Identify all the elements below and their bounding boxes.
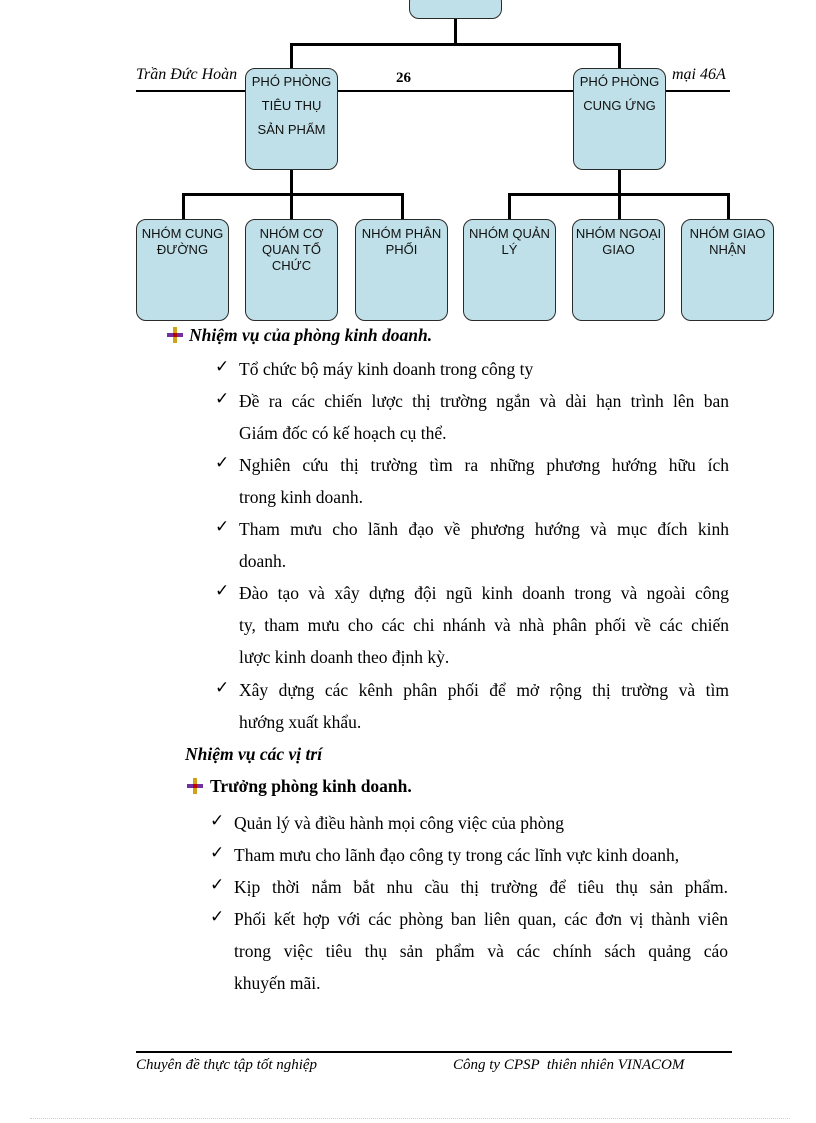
check-icon: ✓: [210, 843, 225, 863]
plus-bullet-icon: [167, 327, 183, 343]
org-box-deputy-sales: [245, 68, 338, 170]
list-item-text: trong việc tiêu thụ sản phẩm và các chính sách quảng cáo: [234, 941, 728, 961]
org-box-label: NHÓM CƠ QUAN TỔ CHỨC: [259, 226, 324, 273]
list-item-text: ty, tham mưu cho các chi nhánh và nhà phân phối về các chiến: [239, 615, 729, 635]
page-edge-dots: [30, 1118, 790, 1119]
org-box-group: [572, 219, 665, 321]
check-icon: ✓: [215, 581, 230, 601]
header-left: Trần Đức Hoàn: [136, 66, 238, 83]
list-item-text: Nghiên cứu thị trường tìm ra những phương hướng hữu ích: [239, 455, 729, 475]
org-box-line: TIÊU THỤ: [261, 98, 322, 113]
connector: [290, 43, 293, 69]
org-box-group: [245, 219, 338, 321]
org-box-label: NHÓM CUNG ĐƯỜNG: [141, 226, 224, 257]
check-icon: ✓: [215, 678, 230, 698]
list-item-text: Kịp thời nắm bắt nhu cầu thị trường để tiêu thụ sản phẩm.: [234, 877, 728, 897]
section-heading: Nhiệm vụ các vị trí: [185, 744, 323, 764]
connector: [182, 193, 404, 196]
check-icon: ✓: [210, 875, 225, 895]
connector: [401, 193, 404, 221]
list-item: [239, 385, 729, 449]
org-box-group: [681, 219, 774, 321]
org-box-group: [463, 219, 556, 321]
list-item-text: Phối kết hợp với các phòng ban liên quan, các đơn vị thành viên: [234, 909, 728, 929]
list-item-text: Xây dựng các kênh phân phối để mở rộng thị trường và tìm: [239, 680, 729, 700]
list-item: [239, 353, 729, 385]
plus-bullet-icon: [187, 778, 203, 794]
check-icon: ✓: [215, 389, 230, 409]
org-box-line: SẢN PHẨM: [257, 122, 326, 137]
list-item-text: hướng xuất khẩu.: [239, 712, 362, 732]
list-item-text: Tham mưu cho lãnh đạo công ty trong các lĩnh vực kinh doanh,: [234, 845, 680, 865]
org-box-label: NHÓM NGOẠI GIAO: [575, 226, 662, 257]
connector: [618, 43, 621, 69]
org-box-label: NHÓM QUẢN LÝ: [469, 226, 550, 257]
org-box-line: CUNG ỨNG: [583, 98, 656, 113]
org-box-label: NHÓM PHÂN PHỐI: [361, 226, 442, 257]
connector: [290, 193, 293, 221]
list-item-text: doanh.: [239, 551, 287, 571]
check-icon: ✓: [215, 453, 230, 473]
footer-rule: [136, 1051, 732, 1053]
list-item: [239, 513, 729, 577]
org-box-group: [355, 219, 448, 321]
footer-left: Chuyên đề thực tập tốt nghiệp: [136, 1057, 318, 1073]
connector: [290, 43, 621, 46]
list-item-text: khuyến mãi.: [234, 973, 321, 993]
check-icon: ✓: [215, 357, 230, 377]
list-item-text: Tổ chức bộ máy kinh doanh trong công ty: [239, 359, 534, 379]
list-item-text: Giám đốc có kế hoạch cụ thể.: [239, 423, 447, 443]
list-item: [234, 839, 728, 871]
section-heading: Nhiệm vụ của phòng kinh doanh.: [189, 325, 433, 345]
list-item: [239, 449, 729, 513]
list-item: [234, 807, 728, 839]
list-item: [234, 903, 728, 999]
connector: [454, 19, 457, 45]
check-icon: ✓: [210, 811, 225, 831]
list-item-text: trong kinh doanh.: [239, 487, 363, 507]
connector: [508, 193, 511, 221]
connector: [182, 193, 185, 221]
check-icon: ✓: [215, 517, 230, 537]
list-item: [234, 871, 728, 903]
header-right: mại 46A: [672, 66, 726, 83]
list-item-text: lược kinh doanh theo định kỳ.: [239, 647, 450, 667]
org-box-deputy-supply: [573, 68, 666, 170]
list-item-text: Đề ra các chiến lược thị trường ngắn và dài hạn trình lên ban: [239, 391, 729, 411]
list-item-text: Tham mưu cho lãnh đạo về phương hướng và mục đích kinh: [239, 519, 729, 539]
list-item-text: Đào tạo và xây dựng đội ngũ kinh doanh trong và ngoài công: [239, 583, 729, 603]
page-number: 26: [396, 70, 411, 86]
connector: [618, 193, 621, 221]
check-icon: ✓: [210, 907, 225, 927]
org-box-line: PHÓ PHÒNG: [579, 74, 660, 89]
list-item: [239, 674, 729, 738]
list-item: [239, 577, 729, 673]
footer-right: Công ty CPSP thiên nhiên VINACOM: [453, 1057, 685, 1073]
org-box-group: [136, 219, 229, 321]
sub-heading: Trưởng phòng kinh doanh.: [210, 776, 412, 796]
org-box-label: NHÓM GIAO NHẬN: [689, 226, 766, 257]
connector: [618, 168, 621, 195]
connector: [727, 193, 730, 221]
list-item-text: Quản lý và điều hành mọi công việc của phòng: [234, 813, 564, 833]
top-box: [409, 0, 502, 19]
connector: [290, 168, 293, 195]
org-box-line: PHÓ PHÒNG: [251, 74, 332, 89]
